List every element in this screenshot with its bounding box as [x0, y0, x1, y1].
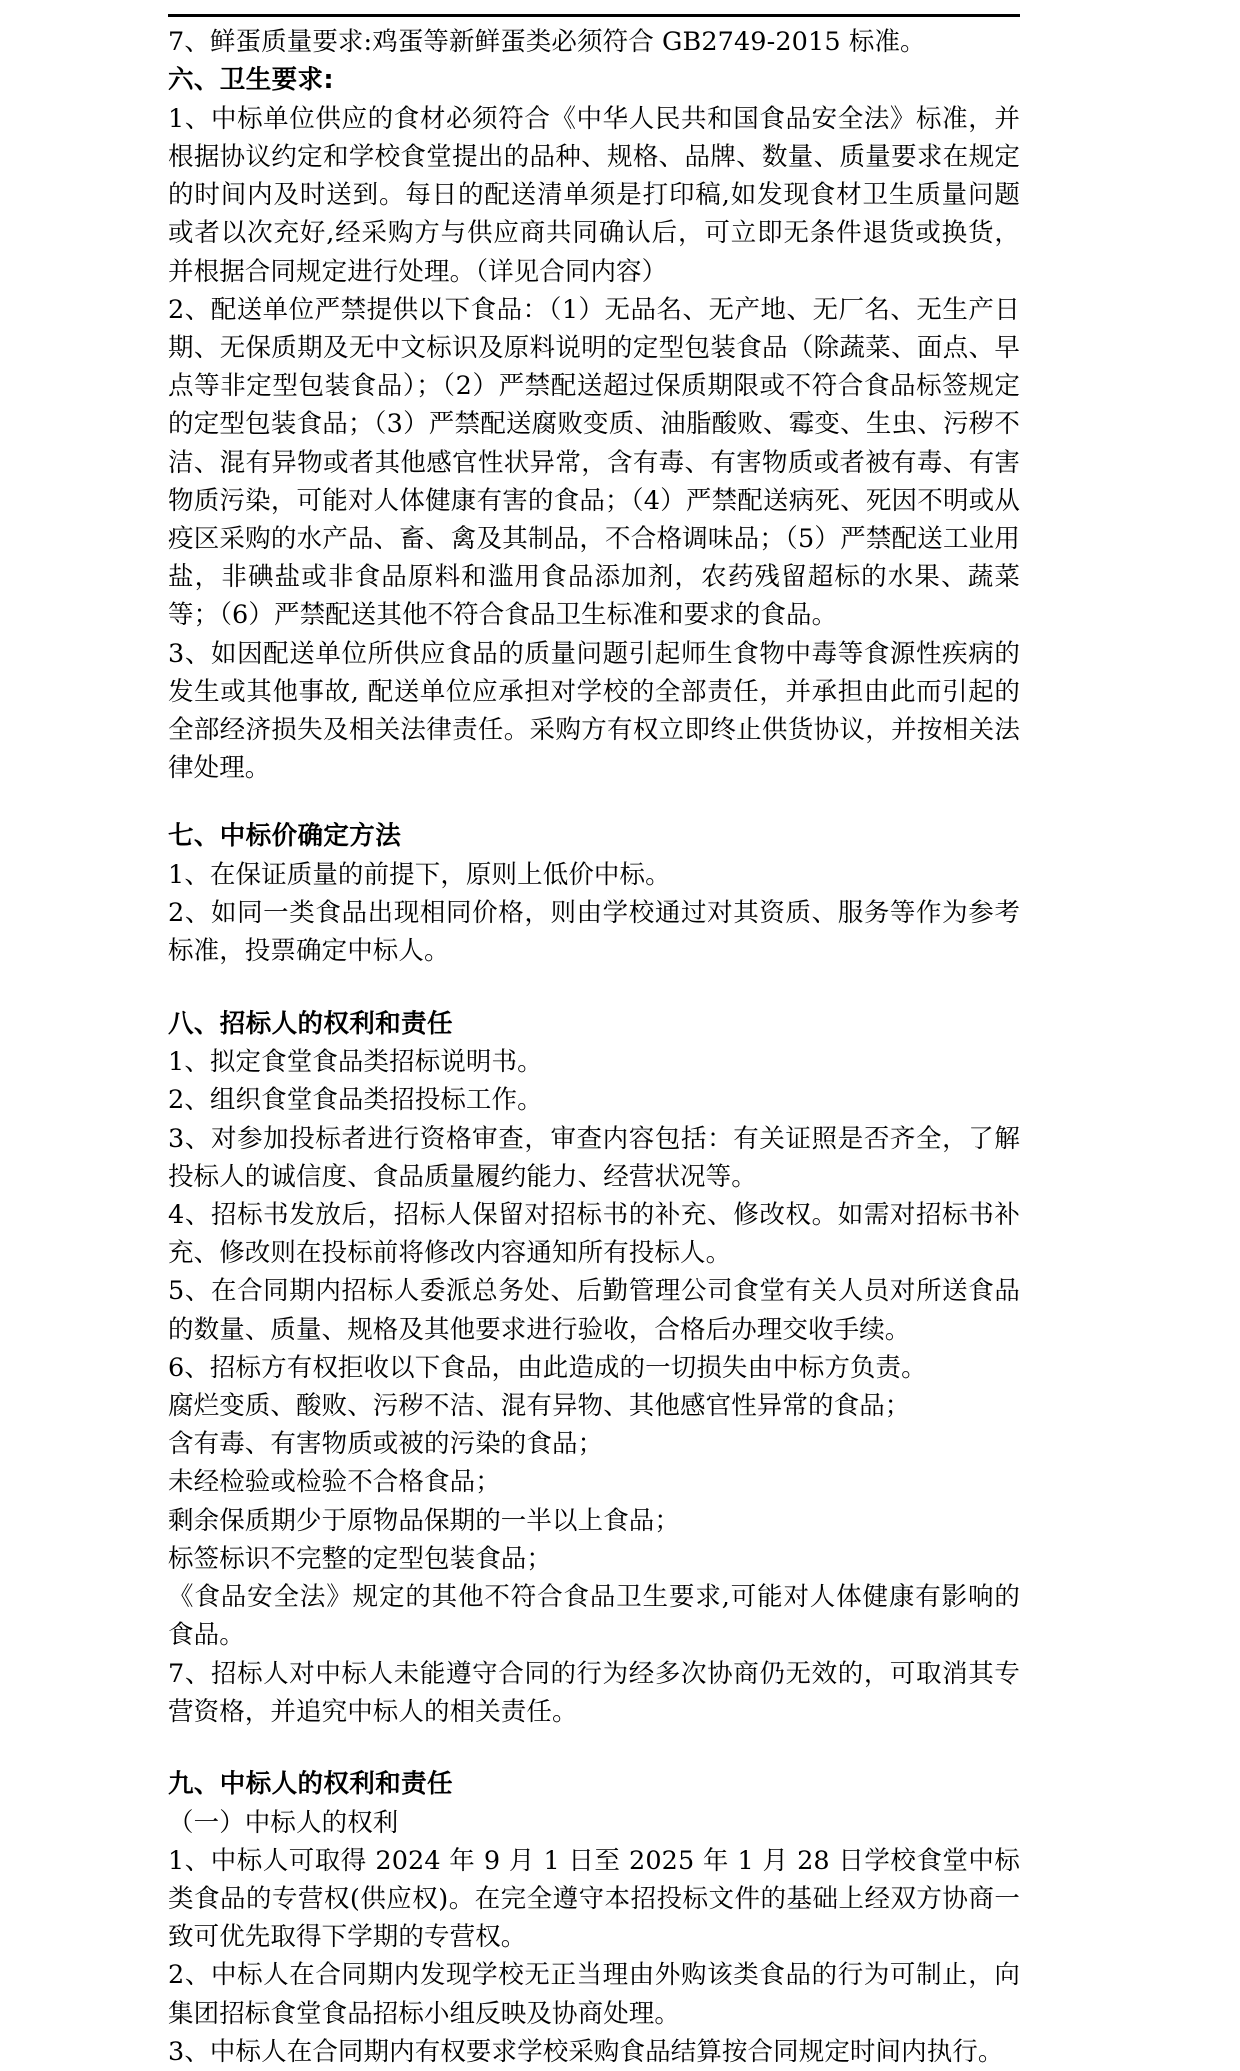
paragraph-s8-4: 4、招标书发放后，招标人保留对招标书的补充、修改权。如需对招标书补充、修改则在投标前将修改内容通知所有投标人。: [168, 1200, 1020, 1269]
section-heading-seven: 七、中标价确定方法: [168, 821, 402, 852]
section-gap: [168, 787, 1020, 817]
paragraph-item7-egg-quality: 7、鲜蛋质量要求:鸡蛋等新鲜蛋类必须符合 GB2749-2015 标准。: [168, 27, 926, 57]
list-item-rejected-food: 剩余保质期少于原物品保期的一半以上食品；: [168, 1505, 681, 1536]
paragraph-s7-2: 2、如同一类食品出现相同价格，则由学校通过对其资质、服务等作为参考标准，投票确定中标人。: [168, 898, 1020, 967]
paragraph-s8-5: 5、在合同期内招标人委派总务处、后勤管理公司食堂有关人员对所送食品的数量、质量、规格及其他要求进行验收，合格后办理交收手续。: [168, 1276, 1020, 1345]
section-heading-eight: 八、招标人的权利和责任: [168, 1008, 453, 1039]
section-heading-nine: 九、中标人的权利和责任: [168, 1768, 453, 1799]
paragraph-s9-1: 1、中标人可取得 2024 年 9 月 1 日至 2025 年 1 月 28 日学校食堂中标类食品的专营权(供应权)。在完全遵守本招投标文件的基础上经双方协商一致可优先取得下学期的专营权。: [168, 1845, 1020, 1953]
paragraph-s8-2: 2、组织食堂食品类招投标工作。: [168, 1085, 543, 1116]
paragraph-s9-3: 3、中标人在合同期内有权要求学校采购食品结算按合同规定时间内执行。: [168, 2036, 1004, 2067]
section-gap: [168, 971, 1020, 1005]
document-content-column: [168, 14, 1020, 2071]
list-item-rejected-food: 《食品安全法》规定的其他不符合食品卫生要求,可能对人体健康有影响的食品。: [168, 1582, 1020, 1651]
list-item-rejected-food: 腐烂变质、酸败、污秽不洁、混有异物、其他感官性异常的食品；: [168, 1391, 911, 1422]
paragraph-s6-1: 1、中标单位供应的食材必须符合《中华人民共和国食品安全法》标准，并根据协议约定和学校食堂提出的品种、规格、品牌、数量、质量要求在规定的时间内及时送到。每日的配送清单须是打印稿,如发现食材卫生质量问题或者以次充好,经采购方与供应商共同确认后，可立即无条件退货或换货，并根据合同规定进行处理。（详见合同内容）: [168, 103, 1020, 287]
list-item-rejected-food: 未经检验或检验不合格食品；: [168, 1467, 501, 1498]
section-gap: [168, 1731, 1020, 1765]
paragraph-s7-1: 1、在保证质量的前提下，原则上低价中标。: [168, 860, 671, 891]
paragraph-s9-2: 2、中标人在合同期内发现学校无正当理由外购该类食品的行为可制止，向集团招标食堂食品招标小组反映及协商处理。: [168, 1960, 1020, 2029]
paragraph-s6-2: 2、配送单位严禁提供以下食品：（1）无品名、无产地、无厂名、无生产日期、无保质期及无中文标识及原料说明的定型包装食品（除蔬菜、面点、早点等非定型包装食品）；（2）严禁配送超过保质期限或不符合食品标签规定的定型包装食品；（3）严禁配送腐败变质、油脂酸败、霉变、生虫、污秽不洁、混有异物或者其他感官性状异常，含有毒、有害物质或者被有毒、有害物质污染，可能对人体健康有害的食品；（4）严禁配送病死、死因不明或从疫区采购的水产品、畜、禽及其制品，不合格调味品；（5）严禁配送工业用盐，非碘盐或非食品原料和滥用食品添加剂，农药残留超标的水果、蔬菜等；（6）严禁配送其他不符合食品卫生标准和要求的食品。: [168, 294, 1020, 631]
list-item-rejected-food: 标签标识不完整的定型包装食品；: [168, 1543, 553, 1574]
section-heading-six: 六、卫生要求:: [168, 65, 334, 96]
paragraph-s6-3: 3、如因配送单位所供应食品的质量问题引起师生食物中毒等食源性疾病的发生或其他事故, 配送单位应承担对学校的全部责任，并承担由此而引起的全部经济损失及相关法律责任。采购方有权立即终止供货协议，并按相关法律处理。: [168, 638, 1020, 784]
paragraph-s8-3: 3、对参加投标者进行资格审查，审查内容包括：有关证照是否齐全，了解投标人的诚信度、食品质量履约能力、经营状况等。: [168, 1123, 1020, 1192]
subsection-heading-nine-one: （一）中标人的权利: [168, 1807, 399, 1838]
paragraph-s8-1: 1、拟定食堂食品类招标说明书。: [168, 1047, 543, 1078]
header-rule-divider: [168, 14, 1020, 17]
list-item-rejected-food: 含有毒、有害物质或被的污染的食品；: [168, 1429, 604, 1460]
paragraph-s8-7: 7、招标人对中标人未能遵守合同的行为经多次协商仍无效的，可取消其专营资格，并追究中标人的相关责任。: [168, 1658, 1020, 1727]
paragraph-s8-6: 6、招标方有权拒收以下食品，由此造成的一切损失由中标方负责。: [168, 1352, 927, 1383]
